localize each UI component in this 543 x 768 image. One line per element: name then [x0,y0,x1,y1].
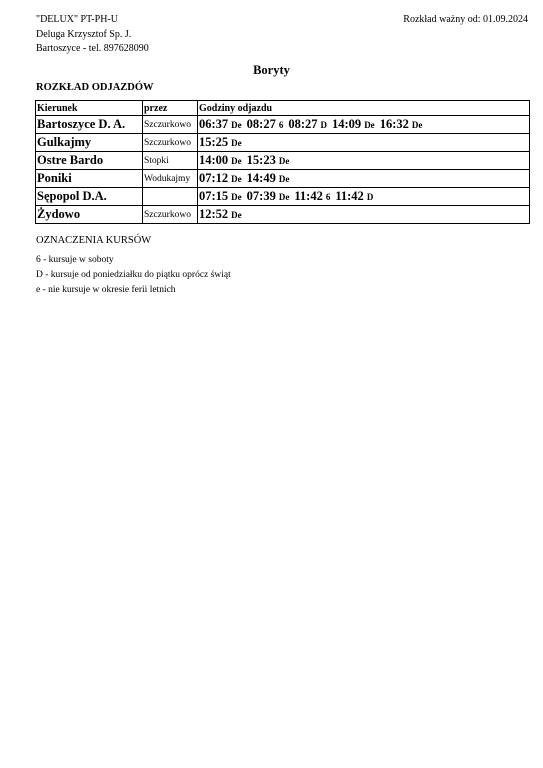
departure [247,117,284,132]
departure-mark: De [278,192,290,202]
departures-cell [198,152,530,170]
departure-mark: De [411,120,423,130]
departure-mark: 6 [278,120,284,130]
departure-time: 12:52 [199,207,229,221]
departure-time: 07:15 [199,189,229,203]
departure-time: 11:42 [335,189,364,203]
company-name: "DELUX" PT-PH-U [36,14,118,25]
departure-mark: 6 [325,192,331,202]
direction-cell: Ostre Bardo [36,152,143,170]
direction-cell: Poniki [36,170,143,188]
via-cell: Stopki [143,152,198,170]
table-row [36,116,530,134]
departure-time: 07:12 [199,171,229,185]
table-row [36,134,530,152]
departure-mark: D [320,120,328,130]
departure-time: 07:39 [246,189,276,203]
via-cell: Szczurkowo [143,134,198,152]
departure [199,135,242,150]
via-cell: Wodukajmy [143,170,198,188]
via-cell [143,188,198,206]
departure-mark: De [231,120,242,130]
direction-cell: Żydowo [36,206,143,224]
header-times: Godziny odjazdu [198,101,530,116]
section-title: ROZKŁAD ODJAZDÓW [36,82,154,93]
departure-mark: De [278,156,290,166]
departure-mark: De [278,174,290,184]
departures-cell [198,134,530,152]
departure [199,171,242,186]
departure-mark: De [231,210,242,220]
departure [247,189,290,204]
via-cell: Szczurkowo [143,206,198,224]
direction-cell: Bartoszyce D. A. [36,116,143,134]
departure [288,117,327,132]
departure [199,189,242,204]
departure-mark: De [231,138,242,148]
table-header-row [36,101,530,116]
departure-mark: De [231,192,242,202]
header-direction: Kierunek [36,101,143,116]
operator-info [36,13,149,57]
table-row [36,170,530,188]
departure-time: 15:25 [199,135,229,149]
departure-time: 14:00 [199,153,229,167]
table-row [36,206,530,224]
legend-list [36,253,231,298]
legend-item: 6 - kursuje w soboty [36,255,114,265]
via-cell: Szczurkowo [143,116,198,134]
departure-time: 16:32 [379,117,409,131]
departure [335,189,373,204]
legend-item: D - kursuje od poniedziałku do piątku oprócz świąt [36,270,231,280]
departure-mark: De [231,174,242,184]
departure-time: 14:49 [246,171,276,185]
contact-line: Bartoszyce - tel. 897628090 [36,43,149,54]
departure-time: 11:42 [294,189,323,203]
departure-mark: D [366,192,374,202]
table-row [36,188,530,206]
departure-time: 14:09 [332,117,362,131]
direction-cell: Sępopol D.A. [36,188,143,206]
departure [247,171,290,186]
departure [199,207,242,222]
direction-cell: Gulkajmy [36,134,143,152]
departure [247,153,290,168]
departure [294,189,330,204]
timetable [35,100,530,224]
departure-time: 15:23 [246,153,276,167]
departure-time: 06:37 [199,117,229,131]
departures-cell [198,206,530,224]
legend-title: OZNACZENIA KURSÓW [36,235,152,246]
validity-date: Rozkład ważny od: 01.09.2024 [403,14,528,25]
departure [199,153,242,168]
departure [199,117,242,132]
departure [380,117,423,132]
header-via: przez [143,101,198,116]
departure-time: 08:27 [288,117,318,131]
departure [332,117,375,132]
departure-time: 08:27 [246,117,276,131]
departures-cell [198,170,530,188]
timetable-body [36,116,530,224]
departure-mark: De [231,156,242,166]
departure-mark: De [364,120,375,130]
departures-cell [198,116,530,134]
stop-title: Boryty [253,63,290,77]
departures-cell [198,188,530,206]
legend-item: e - nie kursuje w okresie ferii letnich [36,285,176,295]
owner-name: Deluga Krzysztof Sp. J. [36,28,132,40]
table-row [36,152,530,170]
